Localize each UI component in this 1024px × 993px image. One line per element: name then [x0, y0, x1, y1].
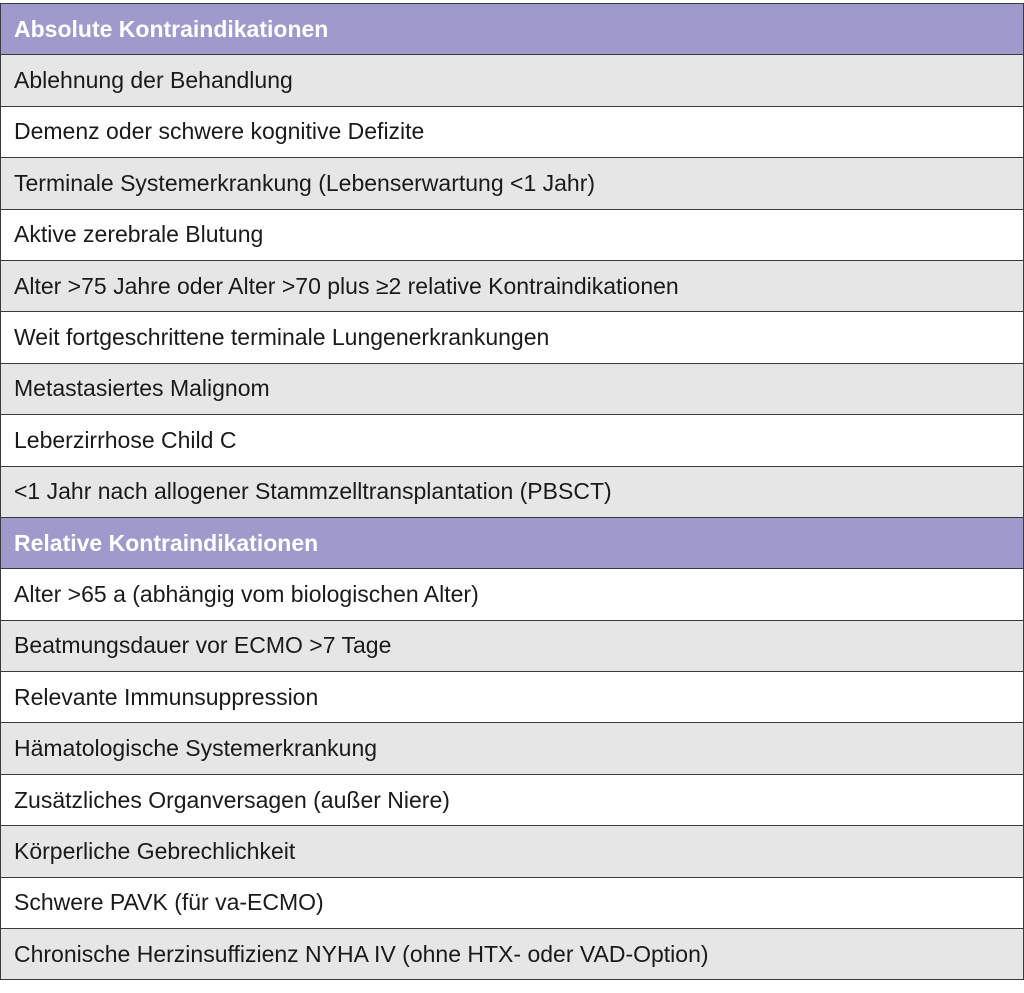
table-row: Alter >65 a (abhängig vom biologischen Alter) — [1, 569, 1023, 620]
section-header-absolute: Absolute Kontraindikationen — [1, 4, 1023, 55]
table-row: Ablehnung der Behandlung — [1, 55, 1023, 106]
table-row: Alter >75 Jahre oder Alter >70 plus ≥2 relative Kontraindikationen — [1, 261, 1023, 312]
table-row: Weit fortgeschrittene terminale Lungenerkrankungen — [1, 312, 1023, 363]
table-row: Metastasiertes Malignom — [1, 364, 1023, 415]
table-row: Beatmungsdauer vor ECMO >7 Tage — [1, 621, 1023, 672]
section-header-relative: Relative Kontraindikationen — [1, 518, 1023, 569]
table-row: <1 Jahr nach allogener Stammzelltransplantation (PBSCT) — [1, 467, 1023, 518]
table-row: Körperliche Gebrechlichkeit — [1, 826, 1023, 877]
table-row: Hämatologische Systemerkrankung — [1, 723, 1023, 774]
table-row: Aktive zerebrale Blutung — [1, 210, 1023, 261]
table-row: Leberzirrhose Child C — [1, 415, 1023, 466]
table-row: Relevante Immunsuppression — [1, 672, 1023, 723]
table-row: Terminale Systemerkrankung (Lebenserwartung <1 Jahr) — [1, 158, 1023, 209]
contraindications-table — [0, 3, 1024, 980]
table-row: Schwere PAVK (für va-ECMO) — [1, 878, 1023, 929]
table-row: Chronische Herzinsuffizienz NYHA IV (ohne HTX- oder VAD-Option) — [1, 929, 1023, 980]
table-row: Demenz oder schwere kognitive Defizite — [1, 107, 1023, 158]
table-row: Zusätzliches Organversagen (außer Niere) — [1, 775, 1023, 826]
